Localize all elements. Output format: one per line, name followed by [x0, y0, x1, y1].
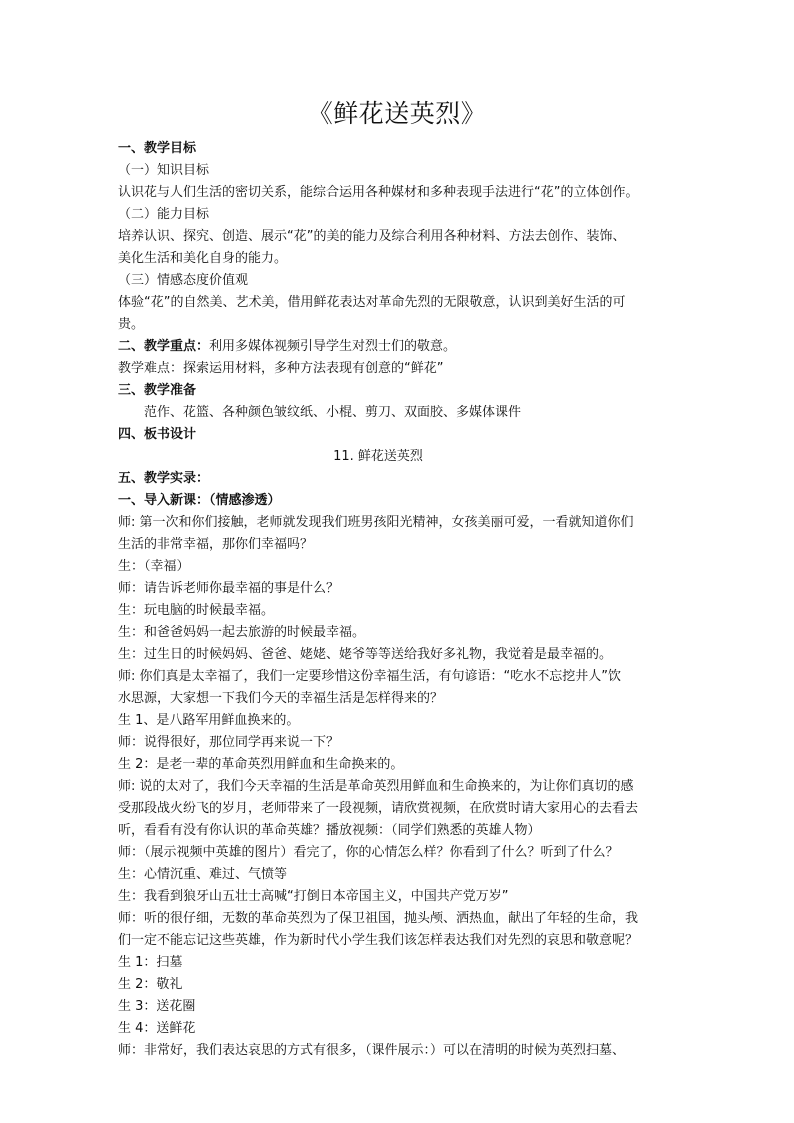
dialogue-line: 师：非常好，我们表达哀思的方式有很多，（课件展示：）可以在清明的时候为英烈扫墓、 — [118, 1043, 626, 1058]
dialogue-line: 师: 第一次和你们接触，老师就发现我们班男孩阳光精神，女孩美丽可爱，一看就知道你们 — [118, 515, 634, 530]
dialogue-line: 生 3：送花圈 — [118, 999, 196, 1014]
dialogue-line: 师：听的很仔细，无数的革命英烈为了保卫祖国，抛头颅、洒热血，献出了年轻的生命，我 — [118, 911, 639, 926]
dialogue-line: 生：和爸爸妈妈一起去旅游的时候最幸福。 — [118, 625, 366, 640]
record-heading: 五、教学实录： — [118, 471, 210, 486]
knowledge-text: 认识花与人们生活的密切关系，能综合运用各种媒材和多种表现手法进行“花”的立体创作。 — [118, 185, 639, 200]
dialogue-line: 生 4：送鲜花 — [118, 1021, 196, 1036]
dialogue-line: 生：心情沉重、难过、气愤等 — [118, 867, 288, 882]
dialogue-line: 生：玩电脑的时候最幸福。 — [118, 603, 275, 618]
dialogue-line: 师: 说的太对了，我们今天幸福的生活是革命英烈用鲜血和生命换来的，为让你们真切的感 — [118, 779, 634, 794]
dialogue-line: 生 1、是八路军用鲜血换来的。 — [118, 713, 300, 728]
dialogue-line: 生活的非常幸福，那你们幸福吗？ — [118, 537, 314, 552]
dialogue-line: 生 2：是老一辈的革命英烈用鲜血和生命换来的。 — [118, 757, 404, 772]
dialogue-line: 生：过生日的时候妈妈、爸爸、姥姥、姥爷等等送给我好多礼物，我觉着是最幸福的。 — [118, 647, 613, 662]
ability-text-line-2: 美化生活和美化自身的能力。 — [118, 251, 288, 266]
prep-heading: 三、教学准备 — [118, 383, 197, 398]
key-point-label: 二、教学重点： — [118, 339, 210, 354]
ability-text-line-1: 培养认识、探究、创造、展示“花”的美的能力及综合利用各种材料、方法去创作、装饰、 — [118, 229, 626, 244]
difficulty-text: 教学难点：探索运用材料，多种方法表现有创意的“鲜花” — [118, 361, 444, 376]
dialogue-line: 们一定不能忘记这些英雄，作为新时代小学生我们该怎样表达我们对先烈的哀思和敬意呢？ — [118, 933, 639, 948]
intro-heading: 一、导入新课：（情感渗透） — [118, 493, 281, 508]
dialogue-line: 水思源，大家想一下我们今天的幸福生活是怎样得来的？ — [118, 691, 444, 706]
board-heading: 四、板书设计 — [118, 427, 197, 442]
dialogue-line: 师：说得很好，那位同学再来说一下？ — [118, 735, 340, 750]
dialogue-line: 听，看看有没有你认识的革命英雄？播放视频：（同学们熟悉的英雄人物） — [118, 823, 541, 838]
dialogue-line: 生：我看到狼牙山五壮士高喊“打倒日本帝国主义，中国共产党万岁” — [118, 889, 509, 904]
dialogue-line: 师: 你们真是太幸福了，我们一定要珍惜这份幸福生活，有句谚语：“吃水不忘挖井人”饮 — [118, 669, 621, 684]
dialogue-line: 受那段战火纷飞的岁月，老师带来了一段视频，请欣赏视频，在欣赏时请大家用心的去看去 — [118, 801, 639, 816]
key-point-text: 利用多媒体视频引导学生对烈士们的敬意。 — [209, 339, 457, 354]
emotion-text-line-1: 体验“花”的自然美、艺术美，借用鲜花表达对革命先烈的无限敬意，认识到美好生活的可 — [118, 295, 626, 310]
board-text: 11. 鲜花送英烈 — [333, 449, 423, 464]
document-title: 《鲜花送英烈》 — [307, 99, 487, 128]
key-point-line — [118, 336, 678, 358]
ability-heading: （二）能力目标 — [118, 207, 210, 222]
emotion-text-line-2: 贵。 — [118, 317, 145, 332]
dialogue-line: 生 1：扫墓 — [118, 955, 183, 970]
emotion-heading: （三）情感态度价值观 — [118, 273, 249, 288]
goals-heading: 一、教学目标 — [118, 141, 197, 156]
dialogue-line: 生：（幸福） — [118, 559, 190, 574]
prep-text: 范作、花篮、各种颜色皱纹纸、小棍、剪刀、双面胶、多媒体课件 — [144, 405, 522, 420]
document-body — [118, 138, 678, 1062]
dialogue-line: 生 2：敬礼 — [118, 977, 183, 992]
knowledge-heading: （一）知识目标 — [118, 163, 210, 178]
dialogue-line: 师：请告诉老师你最幸福的事是什么？ — [118, 581, 340, 596]
dialogue-line: 师：（展示视频中英雄的图片）看完了，你的心情怎么样？你看到了什么？听到了什么？ — [118, 845, 619, 860]
